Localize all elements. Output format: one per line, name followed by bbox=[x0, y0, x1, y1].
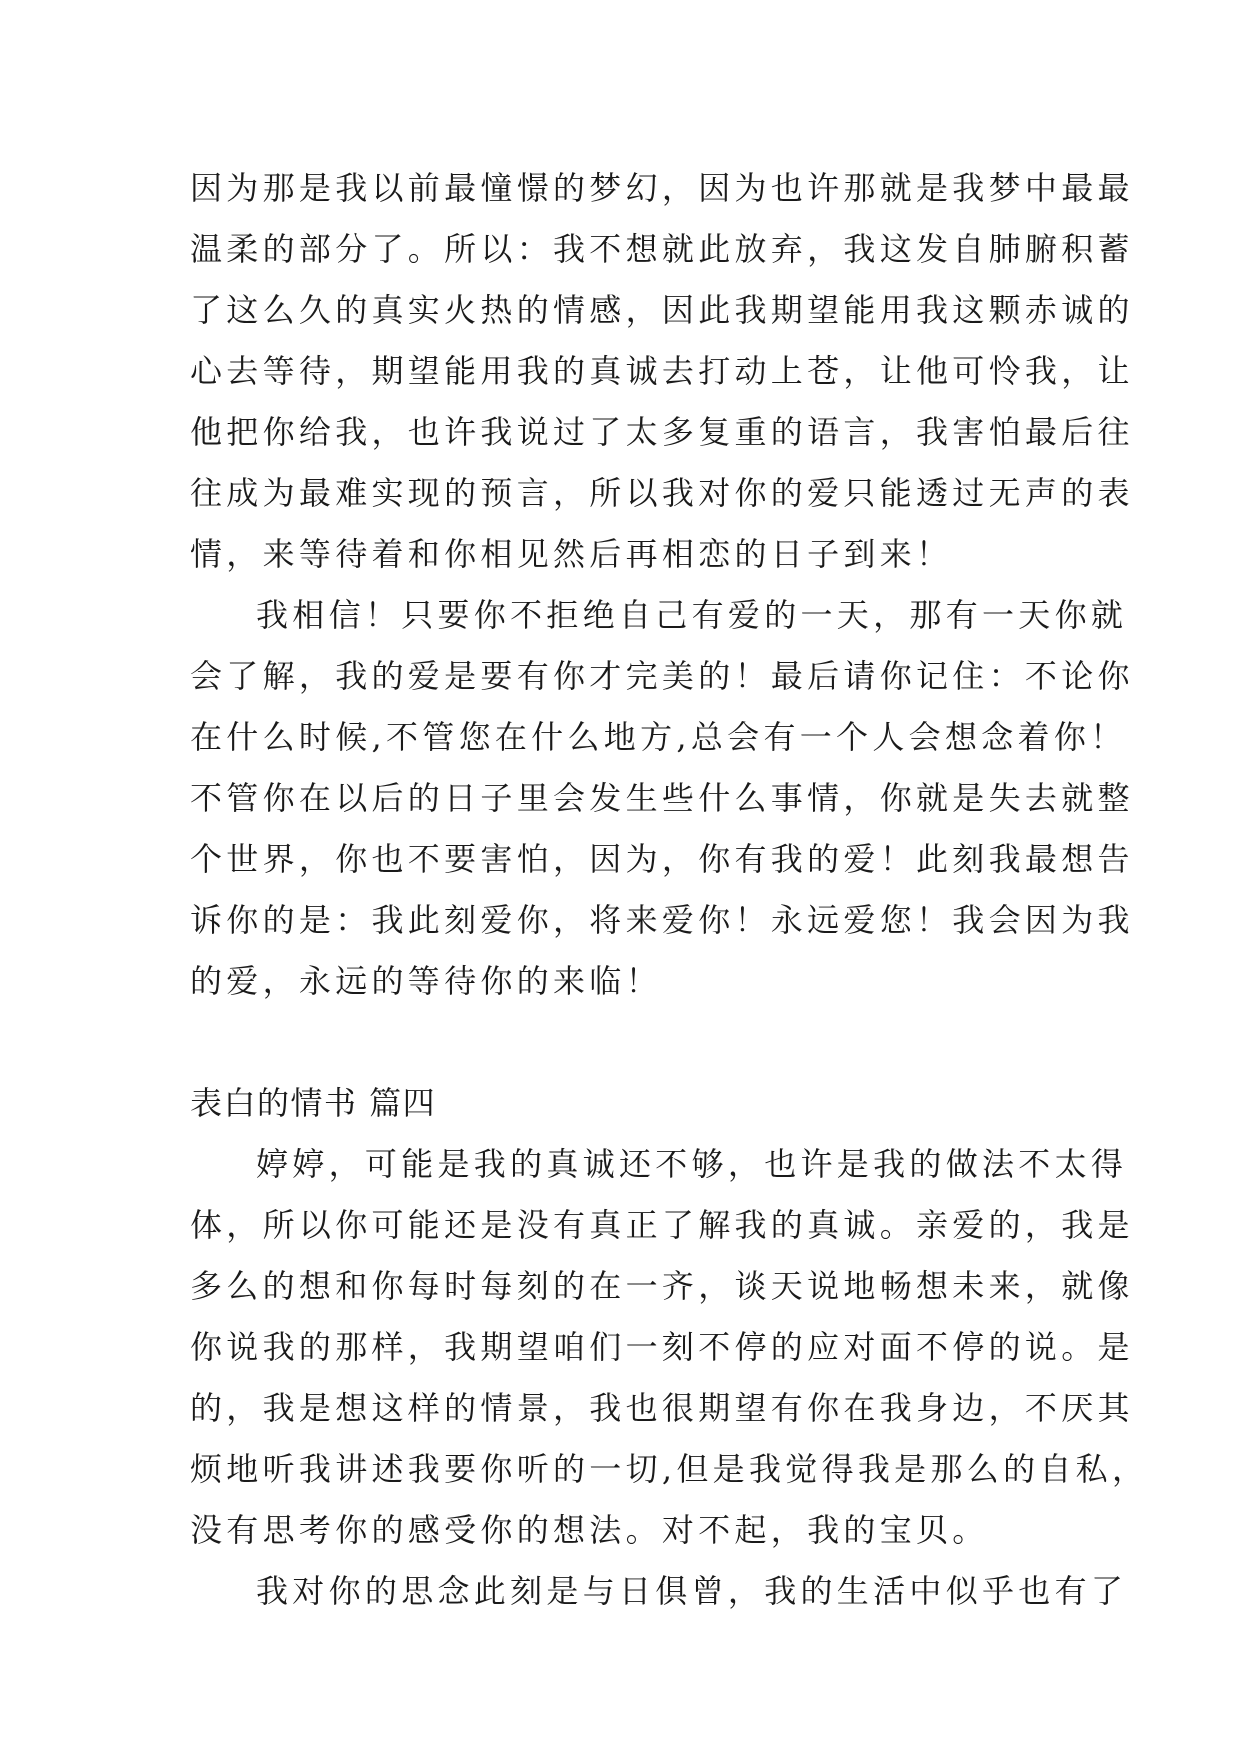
text-line: 温柔的部分了。所以：我不想就此放弃，我这发自肺腑积蓄 bbox=[190, 230, 1134, 268]
paragraph-4 bbox=[190, 1561, 1128, 1622]
text-line: 多么的想和你每时每刻的在一齐，谈天说地畅想未来，就像 bbox=[190, 1267, 1134, 1305]
text-line: 你说我的那样，我期望咱们一刻不停的应对面不停的说。是 bbox=[190, 1328, 1134, 1366]
text-line: 因为那是我以前最憧憬的梦幻，因为也许那就是我梦中最最 bbox=[190, 169, 1134, 207]
text-line: 心去等待，期望能用我的真诚去打动上苍，让他可怜我，让 bbox=[190, 352, 1134, 390]
text-line: 他把你给我，也许我说过了太多复重的语言，我害怕最后往 bbox=[190, 413, 1134, 451]
document-page bbox=[190, 158, 1149, 1622]
section-gap bbox=[190, 1012, 1060, 1073]
text-line: 了这么久的真实火热的情感，因此我期望能用我这颗赤诚的 bbox=[190, 291, 1134, 329]
text-line: 没有思考你的感受你的想法。对不起，我的宝贝。 bbox=[190, 1511, 989, 1549]
paragraph-3 bbox=[190, 1134, 1149, 1561]
text-line: 的，我是想这样的情景，我也很期望有你在我身边，不厌其 bbox=[190, 1389, 1134, 1427]
text-line: 诉你的是：我此刻爱你，将来爱你！永远爱您！我会因为我 bbox=[190, 901, 1134, 939]
text-line: 我相信！只要你不拒绝自己有爱的一天，那有一天你就 bbox=[256, 596, 1128, 634]
paragraph-2 bbox=[190, 585, 1134, 1012]
text-line: 不管你在以后的日子里会发生些什么事情，你就是失去就整 bbox=[190, 779, 1134, 817]
text-line: 的爱，永远的等待你的来临！ bbox=[190, 962, 662, 1000]
text-line: 往成为最难实现的预言，所以我对你的爱只能透过无声的表 bbox=[190, 474, 1134, 512]
text-line: 我对你的思念此刻是与日俱曾，我的生活中似乎也有了 bbox=[256, 1572, 1128, 1610]
paragraph-1 bbox=[190, 158, 1134, 585]
text-line: 烦地听我讲述我要你听的一切,但是我觉得我是那么的自私， bbox=[190, 1450, 1149, 1488]
text-line: 情，来等待着和你相见然后再相恋的日子到来！ bbox=[190, 535, 953, 573]
section-heading: 表白的情书 篇四 bbox=[190, 1084, 437, 1122]
text-line: 会了解，我的爱是要有你才完美的！最后请你记住：不论你 bbox=[190, 657, 1134, 695]
text-line: 体，所以你可能还是没有真正了解我的真诚。亲爱的，我是 bbox=[190, 1206, 1134, 1244]
text-line: 在什么时候,不管您在什么地方,总会有一个人会想念着你！ bbox=[190, 718, 1127, 756]
text-line: 个世界，你也不要害怕，因为，你有我的爱！此刻我最想告 bbox=[190, 840, 1134, 878]
text-line: 婷婷，可能是我的真诚还不够，也许是我的做法不太得 bbox=[256, 1145, 1128, 1183]
